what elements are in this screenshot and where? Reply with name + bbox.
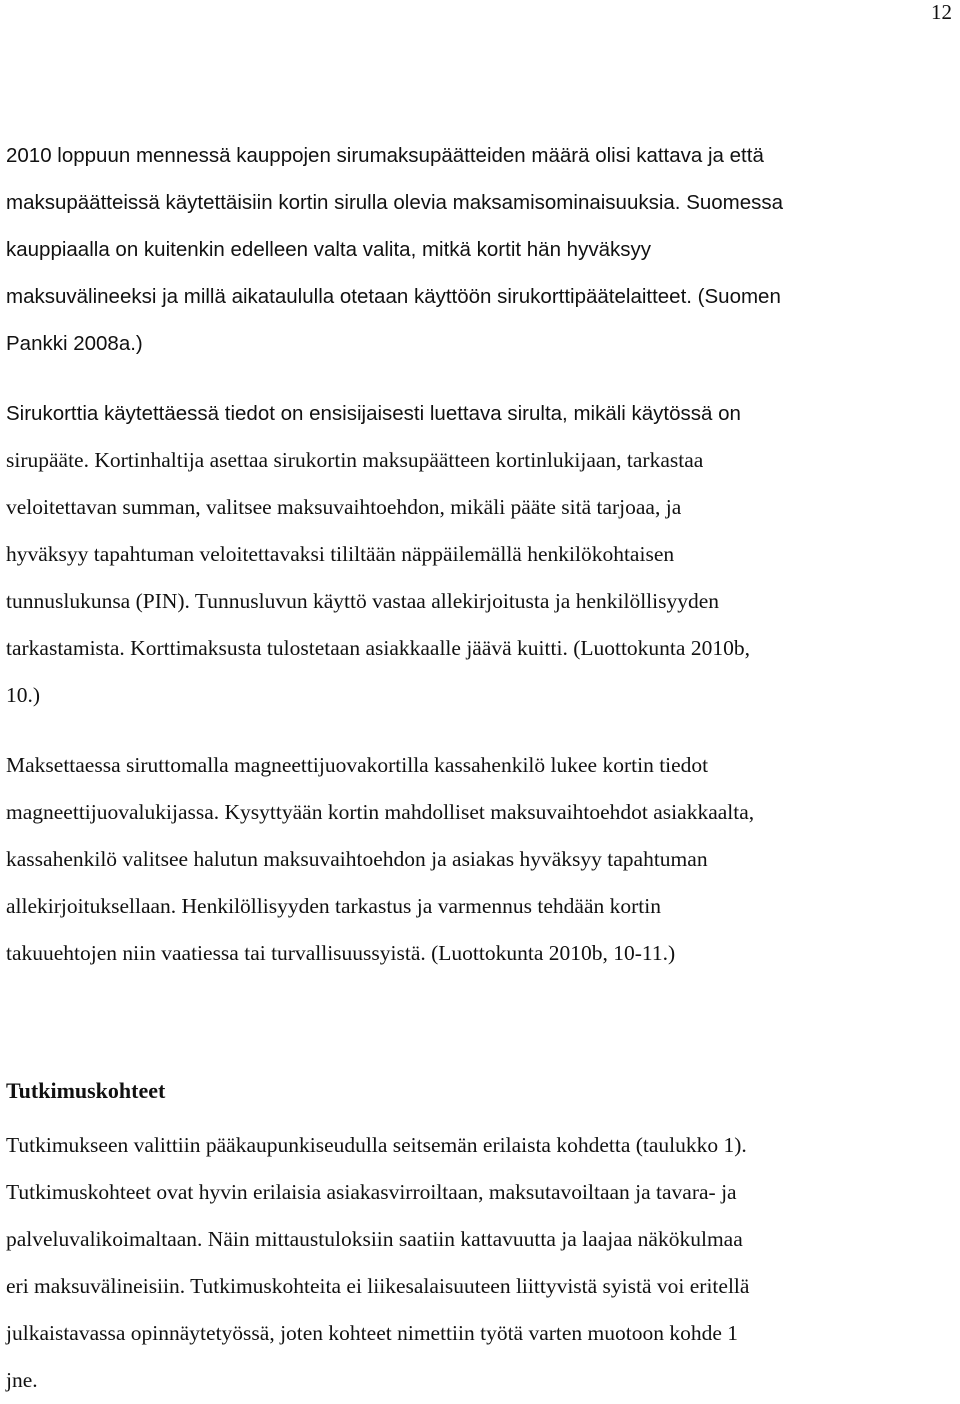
text-line: kauppiaalla on kuitenkin edelleen valta valita, mitkä kortit hän hyväksyy	[6, 238, 651, 261]
text-line: Pankki 2008a.)	[6, 332, 143, 355]
text-line: maksupäätteissä käytettäisiin kortin sirulla olevia maksamisominaisuuksia. Suomessa	[6, 191, 784, 214]
text-line: 10.)	[6, 683, 41, 707]
text-line: julkaistavassa opinnäytetyössä, joten kohteet nimettiin työtä varten muotoon kohde 1	[6, 1321, 739, 1345]
text-line: Maksettaessa siruttomalla magneettijuovakortilla kassahenkilö lukee kortin tiedot	[6, 753, 709, 777]
text-line: palveluvalikoimaltaan. Näin mittaustuloksiin saatiin kattavuutta ja laajaa näkökulmaa	[6, 1227, 743, 1251]
paragraph-chip-card-usage	[6, 390, 954, 719]
text-line: Tutkimukseen valittiin pääkaupunkiseudulla seitsemän erilaista kohdetta (taulukko 1).	[6, 1133, 747, 1157]
text-line: takuuehtojen niin vaatiessa tai turvallisuussyistä. (Luottokunta 2010b, 10-11.)	[6, 941, 676, 965]
text-line: eri maksuvälineisiin. Tutkimuskohteita ei liikesalaisuuteen liittyvistä syistä voi eritellä	[6, 1274, 750, 1298]
text-line: sirupääte. Kortinhaltija asettaa sirukortin maksupäätteen kortinlukijaan, tarkastaa	[6, 448, 704, 472]
text-line: tarkastamista. Korttimaksusta tulostetaan asiakkaalle jäävä kuitti. (Luottokunta 2010b,	[6, 636, 750, 660]
text-line: 2010 loppuun mennessä kauppojen sirumaksupäätteiden määrä olisi kattava ja että	[6, 144, 764, 167]
text-line: veloitettavan summan, valitsee maksuvaihtoehdon, mikäli pääte sitä tarjoaa, ja	[6, 495, 682, 519]
text-line: maksuvälineeksi ja millä aikataululla otetaan käyttöön sirukorttipäätelaitteet. (Suomen	[6, 285, 781, 308]
section-heading: Tutkimuskohteet	[6, 1078, 166, 1103]
text-line: hyväksyy tapahtuman veloitettavaksi tililtään näppäilemällä henkilökohtaisen	[6, 542, 675, 566]
text-line: kassahenkilö valitsee halutun maksuvaihtoehdon ja asiakas hyväksyy tapahtuman	[6, 847, 708, 871]
text-line: tunnuslukunsa (PIN). Tunnusluvun käyttö vastaa allekirjoitusta ja henkilöllisyyden	[6, 589, 720, 613]
text-line: allekirjoituksellaan. Henkilöllisyyden tarkastus ja varmennus tehdään kortin	[6, 894, 661, 918]
paragraph-magstripe-payments	[6, 742, 954, 977]
text-line: Sirukorttia käytettäessä tiedot on ensisijaisesti luettava sirulta, mikäli käytössä on	[6, 402, 741, 425]
text-line: magneettijuovalukijassa. Kysyttyään kortin mahdolliset maksuvaihtoehdot asiakkaalta,	[6, 800, 755, 824]
document-body	[6, 132, 954, 1404]
text-line: Tutkimuskohteet ovat hyvin erilaisia asiakasvirroiltaan, maksutavoiltaan ja tavara- ja	[6, 1180, 737, 1204]
paragraph-research-targets	[6, 1122, 954, 1404]
paragraph-chip-payments	[6, 132, 954, 367]
page-number: 12	[931, 0, 952, 24]
text-line: jne.	[6, 1368, 38, 1392]
